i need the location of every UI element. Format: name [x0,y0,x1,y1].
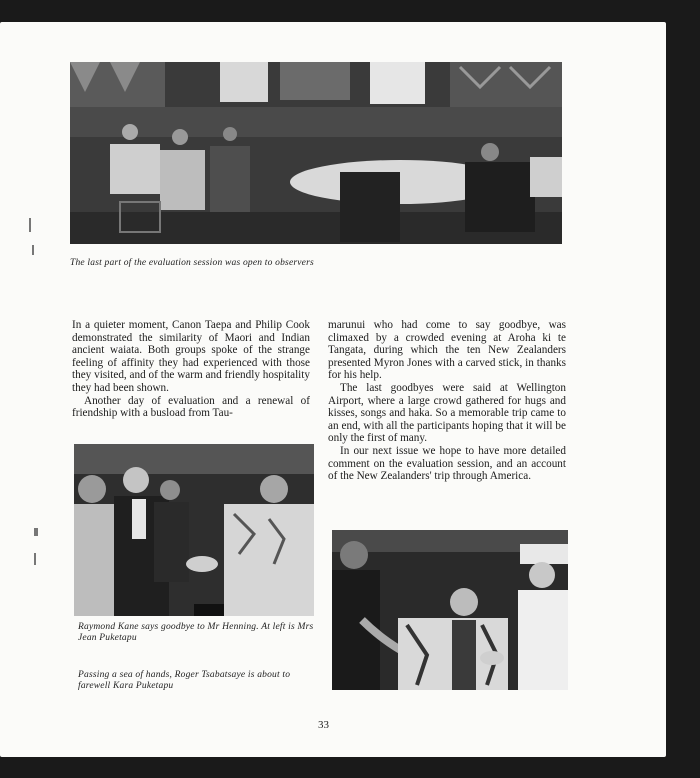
handshake-photo [74,444,314,616]
right-paragraph-3: In our next issue we hope to have more detailed comment on the evaluation session, and an account of the New Zealanders' trip through America. [328,444,566,483]
left-paragraph-1: In a quieter moment, Canon Taepa and Philip Cook demonstrated the similarity of Maori and Indian ancient waiata. Both groups spoke of the strange feeling of affinity they had experienced with those they visited, and of the warm and friendly hospitality they had been shown. [72,319,310,394]
magazine-page [0,22,666,757]
right-paragraph-2: The last goodbyes were said at Wellington Airport, where a large crowd gathered for hugs and kisses, songs and haka. So a memorable trip came to an end, with all the participants hoping that it will be only the first of many. [328,381,566,445]
evaluation-session-photo [70,62,562,244]
farewell-photo [332,530,568,690]
top-photo-caption: The last part of the evaluation session was open to observers [70,258,314,268]
left-margin-mark [34,528,38,536]
left-text-column [72,319,310,420]
left-margin-mark [32,245,34,255]
left-paragraph-2: Another day of evaluation and a renewal of friendship with a busload from Tau- [72,394,310,420]
right-paragraph-1: marunui who had come to say goodbye, was climaxed by a crowded evening at Aroha ki te Tangata, during which the ten New Zealanders presented Myron Jones with a carved stick, in thanks for his help. [328,319,566,382]
farewell-photo-caption: Passing a sea of hands, Roger Tsabatsaye is about to farewell Kara Puketapu [78,670,291,691]
left-margin-mark [29,218,31,232]
handshake-photo-caption: Raymond Kane says goodbye to Mr Henning. At left is Mrs Jean Puketapu [78,622,314,643]
left-margin-mark [34,553,36,565]
right-text-column [328,319,566,483]
page-number: 33 [318,719,329,731]
